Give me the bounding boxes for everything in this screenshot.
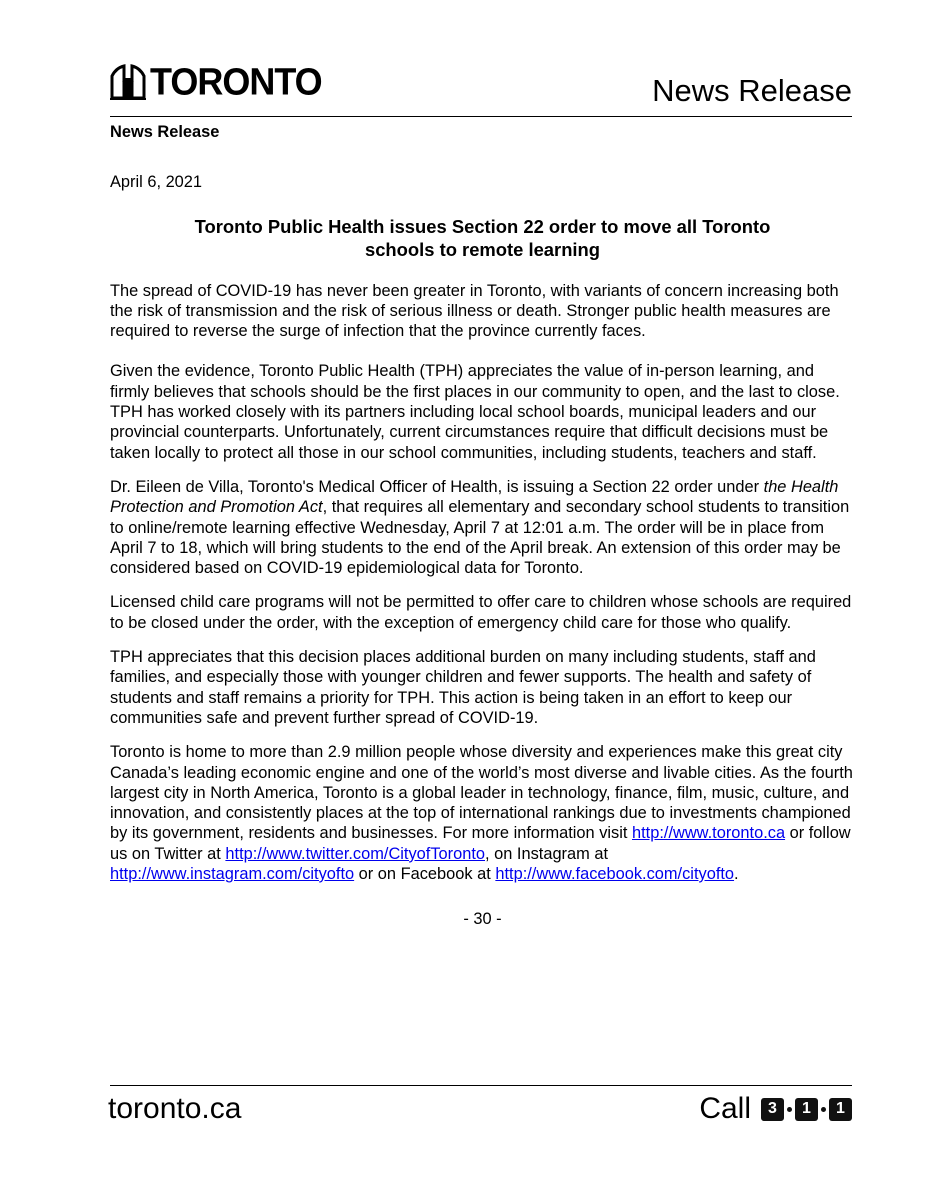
separator-dot [821,1107,826,1112]
digit-key: 1 [795,1098,818,1121]
release-label: News Release [110,123,220,141]
footer-divider [110,1085,852,1086]
footer-website: toronto.ca [108,1092,242,1125]
release-title-line-2: schools to remote learning [364,238,601,260]
paragraph-6-text-e: . [734,865,739,884]
instagram-link[interactable]: http://www.instagram.com/cityofto [110,865,355,884]
toronto-logo [110,59,322,103]
release-body [110,122,855,946]
release-title-line-1: Toronto Public Health issues Section 22 order to move all Toronto [194,215,771,237]
paragraph-3-text-a: Dr. Eileen de Villa, Toronto's Medical Officer of Health, is issuing a Section 22 order under [110,477,764,496]
city-hall-icon [110,64,146,100]
header-divider [110,116,852,117]
toronto-site-link[interactable]: http://www.toronto.ca [632,824,786,843]
digit-key: 3 [761,1098,784,1121]
paragraph-2: Given the evidence, Toronto Public Health (TPH) appreciates the value of in-person learning, and firmly believes that schools should be the first places in our community to open, and the last to close. TPH has worked closely with its partners including local school boards, municipal leaders and our provincial counterparts. Unfortunately, current circumstances require that difficult decisions must be taken locally to protect all those in our school communities, including students, teachers and staff. [110,362,840,462]
paragraph-6-text-b: or follow us on Twitter at [110,824,851,863]
separator-dot [787,1107,792,1112]
release-title [110,215,855,261]
call-311-badge [699,1094,852,1124]
twitter-link[interactable]: http://www.twitter.com/CityofToronto [225,844,486,863]
header-title: News Release [652,73,852,108]
logo-wordmark: TORONTO [150,59,322,103]
page-header [110,59,852,117]
call-label: Call [699,1092,751,1125]
release-date: April 6, 2021 [110,173,203,192]
paragraph-4: Licensed child care programs will not be permitted to offer care to children whose schools are required to be closed under the order, with the exception of emergency child care for those who qualify. [110,593,852,632]
paragraph-3 [110,477,855,578]
paragraph-6-text-a: Toronto is home to more than 2.9 million people whose diversity and experiences make this great city Canada’s leading economic engine and one of the world’s most diverse and livable cities. As the fourth largest city in North America, Toronto is a global leader in technology, finance, film, music, culture, and innovation, and consistently places at the top of international rankings due to investments championed by its government, residents and businesses. For more information visit [110,743,853,843]
paragraph-3-text-b: , that requires all elementary and secondary school students to transition to online/remote learning effective Wednesday, April 7 at 12:01 a.m. The order will be in place from April 7 to 18, which will bring students to the end of the April break. An extension of this order may be considered based on COVID-19 epidemiological data for Toronto. [110,498,850,578]
paragraph-5: TPH appreciates that this decision places additional burden on many including students, staff and families, and especially those with younger children and fewer supports. The health and safety of students and staff remains a priority for TPH. This action is being taken in an effort to keep our communities safe and prevent further spread of COVID-19. [110,648,816,727]
paragraph-1: The spread of COVID-19 has never been greater in Toronto, with variants of concern increasing both the risk of transmission and the risk of serious illness or death. Stronger public health measures are required to reverse the surge of infection that the province currently faces. [110,281,839,341]
paragraph-6-text-c: , on Instagram at [485,844,609,863]
paragraph-6 [110,742,855,884]
act-title: the Health Protection and Promotion Act [110,477,839,517]
digit-key: 1 [829,1098,852,1121]
page-number: - 30 - [463,910,502,929]
paragraph-6-text-d: or on Facebook at [354,865,496,884]
facebook-link[interactable]: http://www.facebook.com/cityofto [495,865,735,884]
